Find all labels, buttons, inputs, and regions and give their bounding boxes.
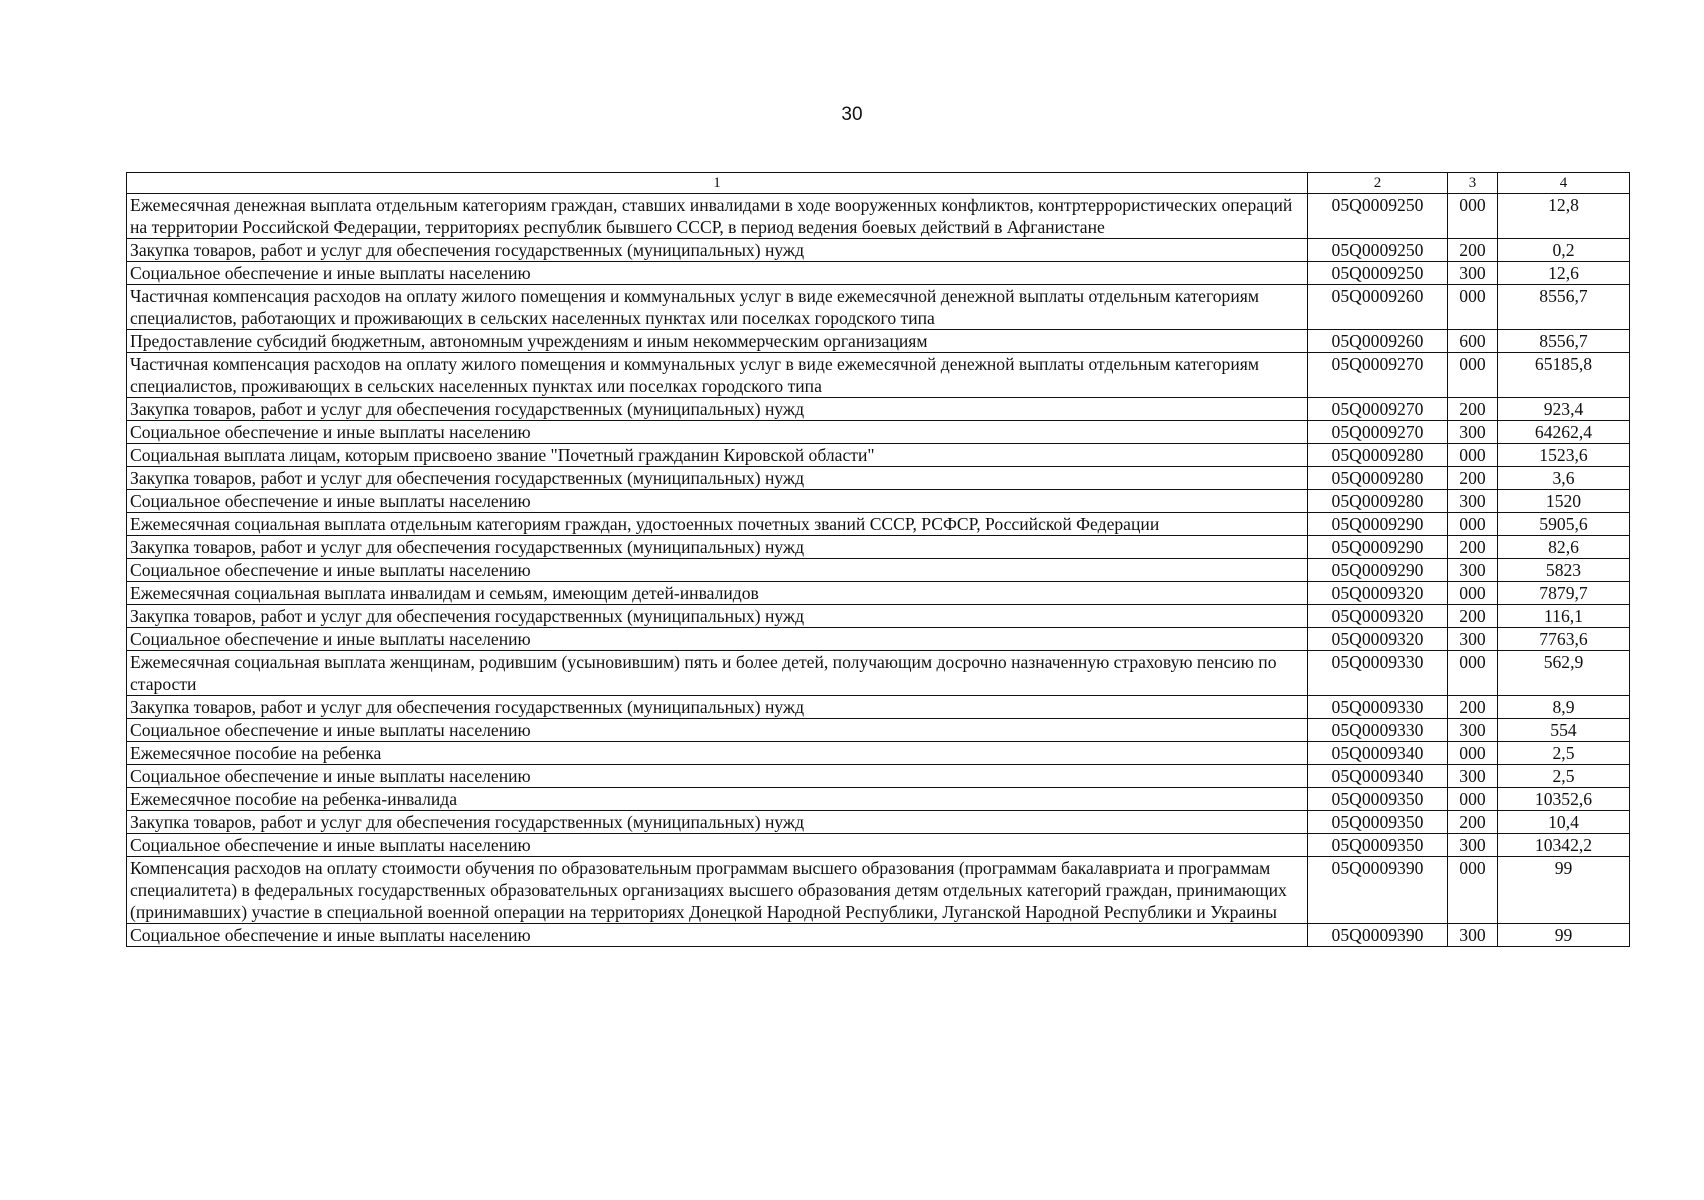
row-amount: 562,9 — [1498, 651, 1630, 696]
row-target-code: 05Q0009250 — [1308, 262, 1448, 285]
row-description: Социальное обеспечение и иные выплаты населению — [127, 262, 1308, 285]
budget-table — [126, 172, 1630, 947]
row-description: Социальное обеспечение и иные выплаты населению — [127, 719, 1308, 742]
table-row — [127, 742, 1630, 765]
row-amount: 923,4 — [1498, 398, 1630, 421]
row-description: Социальное обеспечение и иные выплаты населению — [127, 924, 1308, 947]
row-expense-type: 300 — [1448, 421, 1498, 444]
table-row — [127, 811, 1630, 834]
row-expense-type: 300 — [1448, 765, 1498, 788]
row-amount: 8556,7 — [1498, 285, 1630, 330]
row-amount: 5905,6 — [1498, 513, 1630, 536]
row-amount: 12,8 — [1498, 194, 1630, 239]
row-target-code: 05Q0009330 — [1308, 651, 1448, 696]
row-expense-type: 300 — [1448, 834, 1498, 857]
row-amount: 7763,6 — [1498, 628, 1630, 651]
row-description: Социальное обеспечение и иные выплаты населению — [127, 421, 1308, 444]
table-row — [127, 262, 1630, 285]
row-description: Ежемесячная социальная выплата женщинам, родившим (усыновившим) пять и более детей, получающим досрочно назначенную страховую пенсию по старости — [127, 651, 1308, 696]
row-expense-type: 200 — [1448, 696, 1498, 719]
row-target-code: 05Q0009270 — [1308, 421, 1448, 444]
row-description: Закупка товаров, работ и услуг для обеспечения государственных (муниципальных) нужд — [127, 536, 1308, 559]
row-target-code: 05Q0009320 — [1308, 605, 1448, 628]
row-target-code: 05Q0009340 — [1308, 742, 1448, 765]
table-row — [127, 444, 1630, 467]
row-expense-type: 200 — [1448, 536, 1498, 559]
table-row — [127, 834, 1630, 857]
row-target-code: 05Q0009320 — [1308, 582, 1448, 605]
row-expense-type: 000 — [1448, 285, 1498, 330]
row-amount: 0,2 — [1498, 239, 1630, 262]
row-description: Закупка товаров, работ и услуг для обеспечения государственных (муниципальных) нужд — [127, 605, 1308, 628]
row-target-code: 05Q0009350 — [1308, 834, 1448, 857]
table-row — [127, 788, 1630, 811]
row-amount: 116,1 — [1498, 605, 1630, 628]
table-row — [127, 651, 1630, 696]
row-expense-type: 600 — [1448, 330, 1498, 353]
row-expense-type: 000 — [1448, 353, 1498, 398]
row-expense-type: 000 — [1448, 194, 1498, 239]
table-header-row — [127, 173, 1630, 194]
table-row — [127, 719, 1630, 742]
table-row — [127, 628, 1630, 651]
row-description: Социальное обеспечение и иные выплаты населению — [127, 834, 1308, 857]
table-body — [127, 173, 1630, 947]
row-expense-type: 300 — [1448, 628, 1498, 651]
table-row — [127, 582, 1630, 605]
row-amount: 10352,6 — [1498, 788, 1630, 811]
row-expense-type: 200 — [1448, 398, 1498, 421]
row-expense-type: 000 — [1448, 742, 1498, 765]
row-amount: 99 — [1498, 857, 1630, 924]
row-target-code: 05Q0009270 — [1308, 353, 1448, 398]
row-amount: 1523,6 — [1498, 444, 1630, 467]
row-expense-type: 000 — [1448, 857, 1498, 924]
row-target-code: 05Q0009330 — [1308, 696, 1448, 719]
table-row — [127, 605, 1630, 628]
row-amount: 10342,2 — [1498, 834, 1630, 857]
row-description: Закупка товаров, работ и услуг для обеспечения государственных (муниципальных) нужд — [127, 398, 1308, 421]
row-target-code: 05Q0009280 — [1308, 467, 1448, 490]
table-row — [127, 398, 1630, 421]
row-target-code: 05Q0009260 — [1308, 330, 1448, 353]
table-row — [127, 421, 1630, 444]
row-amount: 8,9 — [1498, 696, 1630, 719]
row-amount: 64262,4 — [1498, 421, 1630, 444]
table-row — [127, 559, 1630, 582]
row-target-code: 05Q0009280 — [1308, 444, 1448, 467]
page-number: 30 — [841, 104, 863, 125]
row-amount: 8556,7 — [1498, 330, 1630, 353]
row-target-code: 05Q0009350 — [1308, 811, 1448, 834]
table-row — [127, 857, 1630, 924]
table-row — [127, 696, 1630, 719]
row-target-code: 05Q0009290 — [1308, 513, 1448, 536]
row-target-code: 05Q0009250 — [1308, 239, 1448, 262]
row-description: Ежемесячная социальная выплата отдельным категориям граждан, удостоенных почетных званий СССР, РСФСР, Российской Федерации — [127, 513, 1308, 536]
row-description: Ежемесячная социальная выплата инвалидам и семьям, имеющим детей-инвалидов — [127, 582, 1308, 605]
row-expense-type: 000 — [1448, 582, 1498, 605]
row-description: Социальное обеспечение и иные выплаты населению — [127, 628, 1308, 651]
row-target-code: 05Q0009350 — [1308, 788, 1448, 811]
row-amount: 5823 — [1498, 559, 1630, 582]
row-description: Ежемесячное пособие на ребенка — [127, 742, 1308, 765]
row-description: Ежемесячная денежная выплата отдельным категориям граждан, ставших инвалидами в ходе вооруженных конфликтов, контртеррористических операций на территории Российской Федерации, территориях республик бывшего СССР, в период ведения боевых действий в Афганистане — [127, 194, 1308, 239]
table-row — [127, 353, 1630, 398]
row-amount: 2,5 — [1498, 765, 1630, 788]
row-target-code: 05Q0009250 — [1308, 194, 1448, 239]
row-description: Компенсация расходов на оплату стоимости обучения по образовательным программам высшего образования (программам бакалавриата и программам специалитета) в федеральных государственных образовательных организациях высшего образования детям отдельных категорий граждан, принимающих (принимавших) участие в специальной военной операции на территориях Донецкой Народной Республики, Луганской Народной Республики и Украины — [127, 857, 1308, 924]
table-row — [127, 467, 1630, 490]
row-description: Предоставление субсидий бюджетным, автономным учреждениям и иным некоммерческим организациям — [127, 330, 1308, 353]
table-row — [127, 239, 1630, 262]
row-amount: 554 — [1498, 719, 1630, 742]
row-amount: 7879,7 — [1498, 582, 1630, 605]
row-target-code: 05Q0009290 — [1308, 536, 1448, 559]
row-expense-type: 000 — [1448, 444, 1498, 467]
row-amount: 2,5 — [1498, 742, 1630, 765]
row-expense-type: 300 — [1448, 490, 1498, 513]
table-row — [127, 924, 1630, 947]
header-col-1: 1 — [127, 173, 1308, 194]
row-amount: 3,6 — [1498, 467, 1630, 490]
table-row — [127, 285, 1630, 330]
row-description: Закупка товаров, работ и услуг для обеспечения государственных (муниципальных) нужд — [127, 811, 1308, 834]
row-target-code: 05Q0009340 — [1308, 765, 1448, 788]
row-expense-type: 200 — [1448, 605, 1498, 628]
row-description: Закупка товаров, работ и услуг для обеспечения государственных (муниципальных) нужд — [127, 467, 1308, 490]
row-description: Социальное обеспечение и иные выплаты населению — [127, 765, 1308, 788]
row-amount: 99 — [1498, 924, 1630, 947]
row-target-code: 05Q0009260 — [1308, 285, 1448, 330]
row-description: Закупка товаров, работ и услуг для обеспечения государственных (муниципальных) нужд — [127, 696, 1308, 719]
row-target-code: 05Q0009330 — [1308, 719, 1448, 742]
table-row — [127, 513, 1630, 536]
row-amount: 65185,8 — [1498, 353, 1630, 398]
row-description: Социальное обеспечение и иные выплаты населению — [127, 559, 1308, 582]
row-description: Частичная компенсация расходов на оплату жилого помещения и коммунальных услуг в виде ежемесячной денежной выплаты отдельным категориям специалистов, работающих и проживающих в сельских населенных пунктах или поселках городского типа — [127, 285, 1308, 330]
row-target-code: 05Q0009320 — [1308, 628, 1448, 651]
row-target-code: 05Q0009390 — [1308, 924, 1448, 947]
table-row — [127, 330, 1630, 353]
row-description: Частичная компенсация расходов на оплату жилого помещения и коммунальных услуг в виде ежемесячной денежной выплаты отдельным категориям специалистов, проживающих в сельских населенных пунктах или поселках городского типа — [127, 353, 1308, 398]
row-target-code: 05Q0009390 — [1308, 857, 1448, 924]
table-row — [127, 490, 1630, 513]
row-description: Закупка товаров, работ и услуг для обеспечения государственных (муниципальных) нужд — [127, 239, 1308, 262]
header-col-3: 3 — [1448, 173, 1498, 194]
row-target-code: 05Q0009290 — [1308, 559, 1448, 582]
row-expense-type: 000 — [1448, 788, 1498, 811]
table-row — [127, 194, 1630, 239]
row-amount: 12,6 — [1498, 262, 1630, 285]
row-expense-type: 000 — [1448, 651, 1498, 696]
row-amount: 82,6 — [1498, 536, 1630, 559]
row-expense-type: 300 — [1448, 924, 1498, 947]
row-expense-type: 200 — [1448, 239, 1498, 262]
header-col-4: 4 — [1498, 173, 1630, 194]
row-target-code: 05Q0009270 — [1308, 398, 1448, 421]
table-row — [127, 536, 1630, 559]
row-expense-type: 000 — [1448, 513, 1498, 536]
row-expense-type: 200 — [1448, 811, 1498, 834]
row-expense-type: 300 — [1448, 559, 1498, 582]
row-amount: 10,4 — [1498, 811, 1630, 834]
row-description: Ежемесячное пособие на ребенка-инвалида — [127, 788, 1308, 811]
header-col-2: 2 — [1308, 173, 1448, 194]
row-expense-type: 300 — [1448, 719, 1498, 742]
row-expense-type: 300 — [1448, 262, 1498, 285]
table-row — [127, 765, 1630, 788]
row-target-code: 05Q0009280 — [1308, 490, 1448, 513]
row-expense-type: 200 — [1448, 467, 1498, 490]
row-description: Социальное обеспечение и иные выплаты населению — [127, 490, 1308, 513]
row-description: Социальная выплата лицам, которым присвоено звание "Почетный гражданин Кировской области" — [127, 444, 1308, 467]
row-amount: 1520 — [1498, 490, 1630, 513]
